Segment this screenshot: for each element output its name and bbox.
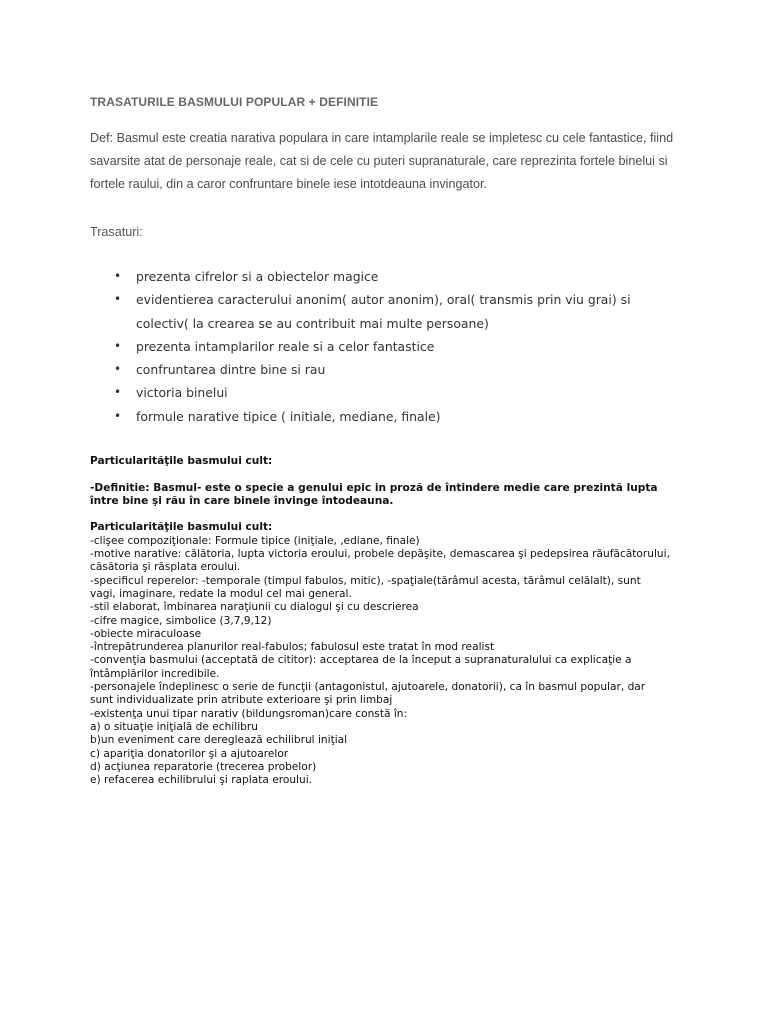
list-item-text: prezenta cifrelor si a obiectelor magice bbox=[136, 269, 379, 284]
list-item bbox=[112, 288, 632, 335]
text-line: -specificul reperelor: -temporale (timpul fabulos, mitic), -spaţiale(tărâmul acesta, tărâmul celălalt), sunt bbox=[90, 574, 641, 587]
bullet-icon: • bbox=[114, 385, 122, 400]
list-item bbox=[112, 405, 632, 428]
text-line: a) o situaţie iniţială de echilibru bbox=[90, 720, 258, 733]
list-item bbox=[112, 358, 632, 381]
text-line: -întrepătrunderea planurilor real-fabulos; fabulosul este tratat în mod realist bbox=[90, 641, 495, 654]
text-line: -existenţa unui tipar narativ (bildungsroman)care constă în: bbox=[90, 707, 408, 720]
section-heading: Particularităţile basmului cult: bbox=[90, 521, 273, 534]
list-item-text: colectiv( la crearea se au contribuit mai multe persoane) bbox=[136, 315, 489, 331]
text-line: -stil elaborat, îmbinarea naraţiunii cu dialogul şi cu descrierea bbox=[90, 601, 419, 614]
cult-lines bbox=[90, 535, 700, 788]
text-line: d) acţiunea reparatorie (trecerea probelor) bbox=[90, 760, 317, 773]
section-heading: Particularităţile basmului cult: bbox=[90, 455, 273, 467]
text-line: -obiecte miraculoase bbox=[90, 627, 202, 640]
list-item-text: prezenta intamplarilor reale si a celor fantastice bbox=[136, 338, 435, 354]
text-line: e) refacerea echilibrului şi raplata eroului. bbox=[90, 774, 313, 787]
text-line: c) apariţia donatorilor şi a ajutoarelor bbox=[90, 747, 289, 760]
text-line: vagi, imaginare, redate la modul cel mai general. bbox=[90, 587, 352, 600]
text-line: -personajele îndeplinesc o serie de funcţii (antagonistul, ajutoarele, donatorii), ca în basmul popular, dar bbox=[90, 681, 646, 694]
bullet-icon: • bbox=[114, 362, 122, 377]
list-item-text: confruntarea dintre bine si rau bbox=[136, 362, 326, 378]
bullet-icon: • bbox=[114, 292, 122, 307]
trasaturi-label: Trasaturi: bbox=[90, 225, 143, 239]
list-item-text: victoria binelui bbox=[136, 385, 228, 401]
definition-line: Def: Basmul este creatia narativa populara in care intamplarile reale se impletesc cu cele fantastice, fiind bbox=[90, 131, 674, 145]
text-line: căsătoria şi răsplata eroului. bbox=[90, 561, 241, 574]
text-line: sunt individualizate prin atribute exterioare şi prin limbaj bbox=[90, 694, 393, 707]
cult-definition-line: -Definitie: Basmul- este o specie a genului epic in proză de întindere medie care prezintă lupta bbox=[90, 481, 658, 494]
cult-definition-line: între bine şi rău în care binele învinge întodeauna. bbox=[90, 494, 394, 507]
bullet-icon: • bbox=[114, 269, 122, 283]
definition-line: fortele raului, din a caror confruntare binele iese intotdeauna invingator. bbox=[90, 177, 487, 191]
definition-line: savarsite atat de personaje reale, cat si de cele cu puteri supranaturale, care reprezinta fortele binelui si bbox=[90, 154, 668, 168]
page-title: TRASATURILE BASMULUI POPULAR + DEFINITIE bbox=[90, 95, 379, 109]
cult-section bbox=[90, 455, 700, 787]
list-item bbox=[112, 265, 632, 288]
list-item bbox=[112, 381, 632, 404]
bullet-icon: • bbox=[114, 408, 122, 423]
text-line: b)un eveniment care dereglează echilibrul iniţial bbox=[90, 734, 348, 747]
trasaturi-list bbox=[112, 265, 632, 428]
text-line: -cifre magice, simbolice (3,7,9,12) bbox=[90, 614, 272, 627]
bullet-icon: • bbox=[114, 338, 122, 353]
text-line: -clişee compoziţionale: Formule tipice (iniţiale, ,ediane, finale) bbox=[90, 534, 420, 547]
definition-paragraph bbox=[90, 127, 710, 196]
text-line: -convenţia basmului (acceptată de cititor): acceptarea de la început a supranaturalului ca explicaţie a bbox=[90, 654, 632, 667]
text-line: întâmplărilor incredibile. bbox=[90, 667, 220, 680]
text-line: -motive narative: călătoria, lupta victoria eroului, probele depăşite, demascarea şi pedepsirea răufăcătorului, bbox=[90, 548, 670, 561]
list-item-text: formule narative tipice ( initiale, mediane, finale) bbox=[136, 408, 441, 424]
list-item-text: evidentierea caracterului anonim( autor anonim), oral( transmis prin viu grai) si bbox=[136, 292, 631, 308]
list-item bbox=[112, 335, 632, 358]
